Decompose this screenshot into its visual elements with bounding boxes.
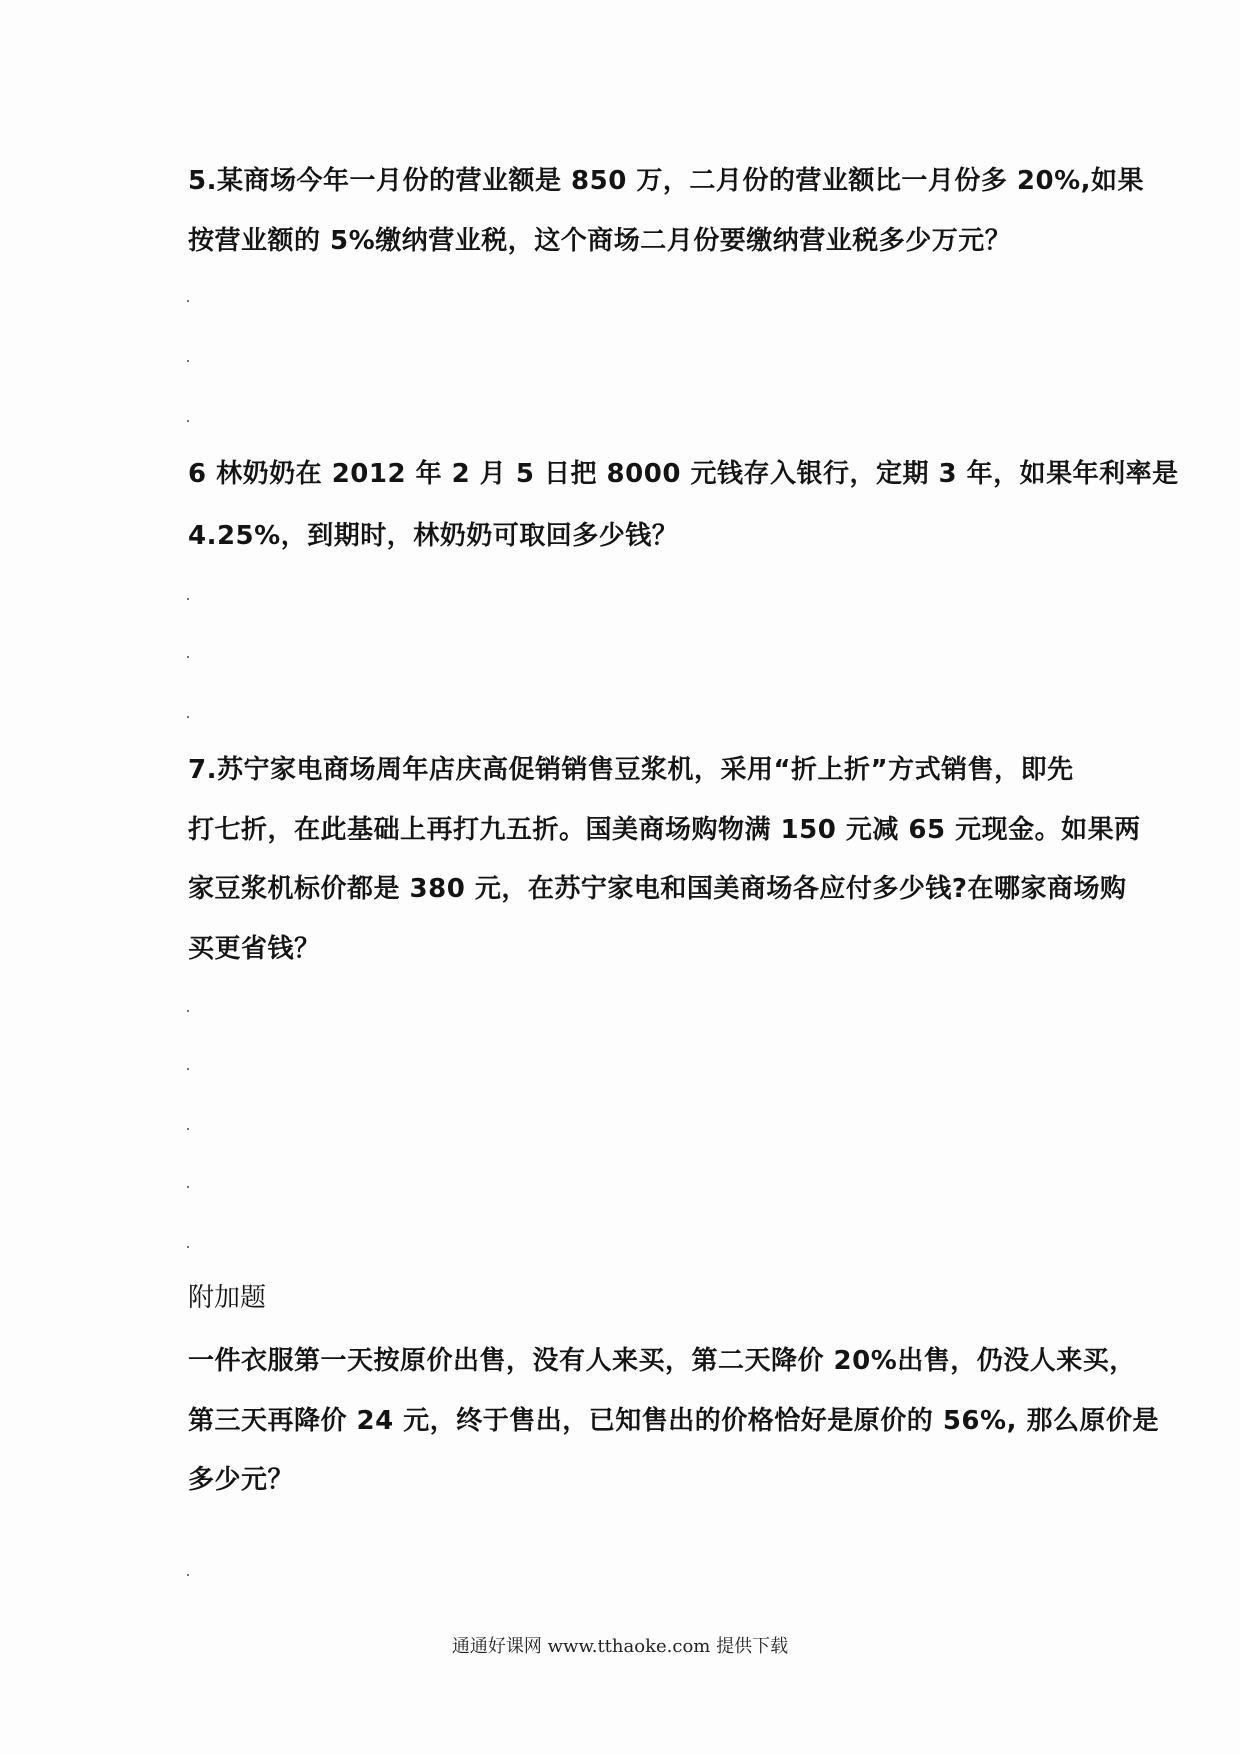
question-6-line-1: 6 林奶奶在 2012 年 2 月 5 日把 8000 元钱存入银行，定期 3 年，如果年利率是 (188, 459, 1179, 489)
question-7-line-1: 7.苏宁家电商场周年店庆高促销销售豆浆机，采用“折上折”方式销售，即先 (188, 755, 1074, 785)
question-5-line-1: 5.某商场今年一月份的营业额是 850 万，二月份的营业额比一月份多 20%,如果 (188, 166, 1145, 196)
blank-line-marker (187, 360, 189, 362)
question-6-line-2: 4.25%，到期时，林奶奶可取回多少钱？ (188, 521, 679, 551)
blank-line-marker (187, 300, 189, 302)
blank-line-marker (187, 1186, 189, 1188)
blank-line-marker (187, 1128, 189, 1130)
blank-line-marker (187, 1068, 189, 1070)
blank-line-marker (187, 420, 189, 422)
footer-source: 通通好课网 www.tthaoke.com 提供下载 (451, 1636, 789, 1657)
blank-line-marker (187, 1246, 189, 1248)
blank-line-marker (187, 598, 189, 600)
blank-line-marker (187, 716, 189, 718)
question-7-line-4: 买更省钱？ (188, 934, 321, 964)
blank-line-marker (187, 1010, 189, 1012)
question-7-line-3: 家豆浆机标价都是 380 元，在苏宁家电和国美商场各应付多少钱?在哪家商场购 (188, 874, 1127, 904)
bonus-heading: 附加题 (188, 1283, 267, 1313)
blank-line-marker (187, 1574, 189, 1576)
bonus-line-3: 多少元？ (188, 1465, 295, 1495)
blank-line-marker (187, 656, 189, 658)
question-7-line-2: 打七折，在此基础上再打九五折。国美商场购物满 150 元减 65 元现金。如果两 (188, 815, 1141, 845)
bonus-line-2: 第三天再降价 24 元，终于售出，已知售出的价格恰好是原价的 56%, 那么原价是 (188, 1406, 1159, 1436)
question-5-line-2: 按营业额的 5%缴纳营业税，这个商场二月份要缴纳营业税多少万元？ (188, 226, 1012, 256)
bonus-line-1: 一件衣服第一天按原价出售，没有人来买，第二天降价 20%出售，仍没人来买， (188, 1346, 1136, 1376)
